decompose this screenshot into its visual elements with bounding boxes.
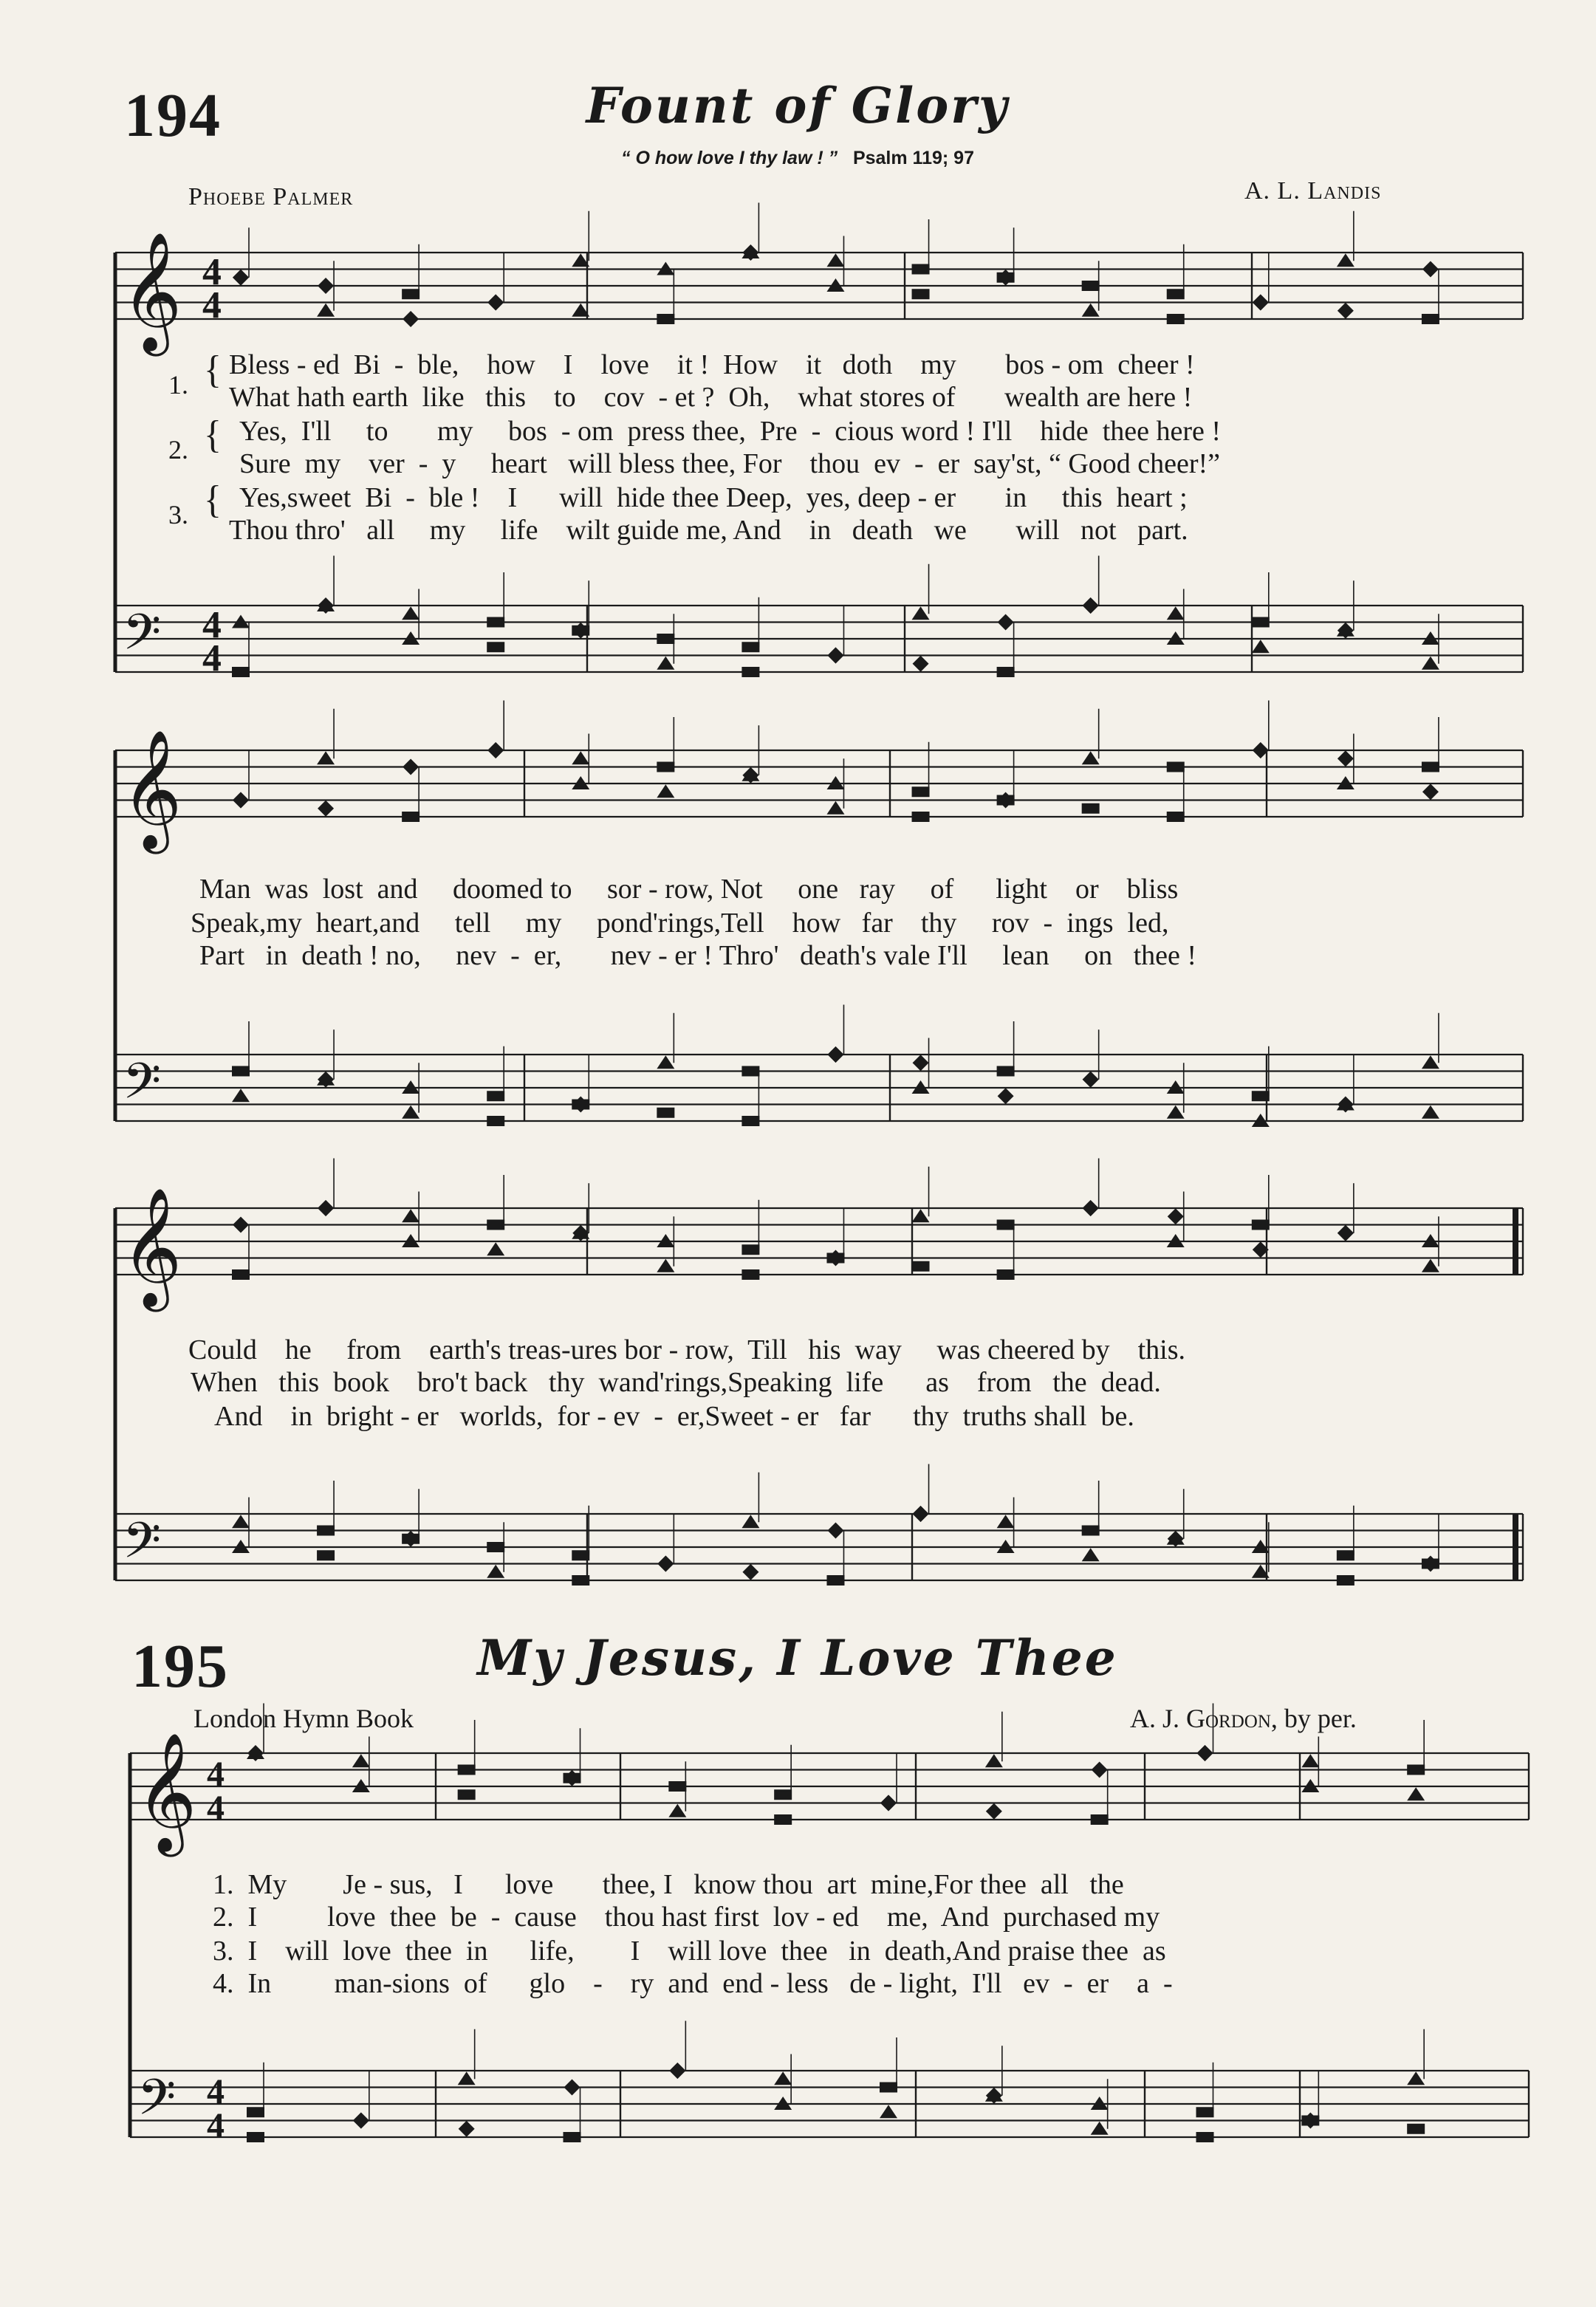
lyric-line: 2. I love thee be - cause thou hast first lov - ed me, And purchased my [213,1902,1160,1933]
svg-text:4: 4 [202,604,222,646]
hymn-194-epigraph [473,148,1123,169]
svg-text:𝄢: 𝄢 [123,604,162,673]
lyric-line: Sure my ver - y heart will bless thee, For thou ev - er say'st, “ Good cheer!” [239,448,1221,479]
svg-text:4: 4 [202,284,222,326]
verse-brace-3: { [204,477,222,521]
svg-text:4: 4 [202,251,222,293]
lyric-line: Bless - ed Bi - ble, how I love it ! How it doth my bos - om cheer ! [229,349,1195,380]
epigraph-quote: “ O how love I thy law ! ” [621,148,838,168]
hymn-195-author: London Hymn Book [193,1704,414,1733]
verse-brace-2: { [204,412,222,456]
epigraph-reference: Psalm 119; 97 [852,148,974,168]
svg-text:𝄞: 𝄞 [121,1187,182,1306]
lyric-line: When this book bro't back thy wand'rings,Speaking life as from the dead. [191,1367,1161,1398]
hymn-195-title: My Jesus, I Love Thee [477,1629,1118,1687]
svg-text:𝄢: 𝄢 [123,1053,162,1122]
hymn-195-number: 195 [131,1632,229,1701]
svg-text:𝄢: 𝄢 [123,1512,162,1582]
svg-text:4: 4 [207,1789,225,1828]
hymn-194-number: 194 [124,81,222,150]
svg-text:𝄢: 𝄢 [137,2069,177,2139]
lyric-line: Yes,sweet Bi - ble ! I will hide thee Deep, yes, deep - er in this heart ; [239,482,1188,513]
hymn-194-title: Fount of Glory [586,77,1010,134]
lyric-line: 4. In man-sions of glo - ry and end - less de - light, I'll ev - er a - [213,1968,1173,1999]
svg-text:𝄞: 𝄞 [121,231,182,351]
hymn-194-author: Phoebe Palmer [188,183,354,210]
lyric-line: Man was lost and doomed to sor - row, Not one ray of light or bliss [199,874,1179,905]
sys3-treble-staff [115,1208,1523,1275]
lyric-line: Speak,my heart,and tell my pond'rings,Tell how far thy rov - ings led, [191,908,1169,939]
hymn-194-composer: A. L. Landis [1244,177,1382,205]
hymn-195-composer [1130,1703,1357,1734]
svg-text:4: 4 [207,2072,225,2111]
lyric-line: 1. My Je - sus, I love thee, I know thou art mine,For thee all the [213,1869,1124,1900]
svg-text:4: 4 [207,1755,225,1794]
composer-name: A. J. Gordon [1130,1704,1271,1733]
verse-number-1: 1. [168,370,188,400]
lyric-line: Part in death ! no, nev - er, nev - er ! Thro' death's vale I'll lean on thee ! [199,940,1197,971]
svg-text:𝄞: 𝄞 [136,1732,197,1851]
sys1-bass-staff [115,606,1523,672]
lyric-line: Thou thro' all my life wilt guide me, And in death we will not part. [229,515,1188,546]
verse-brace-1: { [204,347,222,391]
svg-text:4: 4 [202,637,222,679]
svg-text:𝄞: 𝄞 [121,729,182,849]
verse-number-2: 2. [168,435,188,465]
lyric-line: And in bright - er worlds, for - ev - er,Sweet - er far thy truths shall be. [214,1401,1134,1432]
svg-text:4: 4 [207,2106,225,2145]
verse-number-3: 3. [168,500,188,529]
lyric-line: 3. I will love thee in life, I will love thee in death,And praise thee as [213,1936,1166,1967]
lyric-line: Yes, I'll to my bos - om press thee, Pre - cious word ! I'll hide thee here ! [239,416,1222,447]
sys3-bass-staff [115,1514,1523,1580]
sys2-bass-staff [115,1055,1523,1121]
lyric-line: What hath earth like this to cov - et ? Oh, what stores of wealth are here ! [229,382,1193,413]
lyric-line: Could he from earth's treas-ures bor - row, Till his way was cheered by this. [188,1334,1185,1365]
composer-suffix: , by per. [1270,1704,1357,1733]
